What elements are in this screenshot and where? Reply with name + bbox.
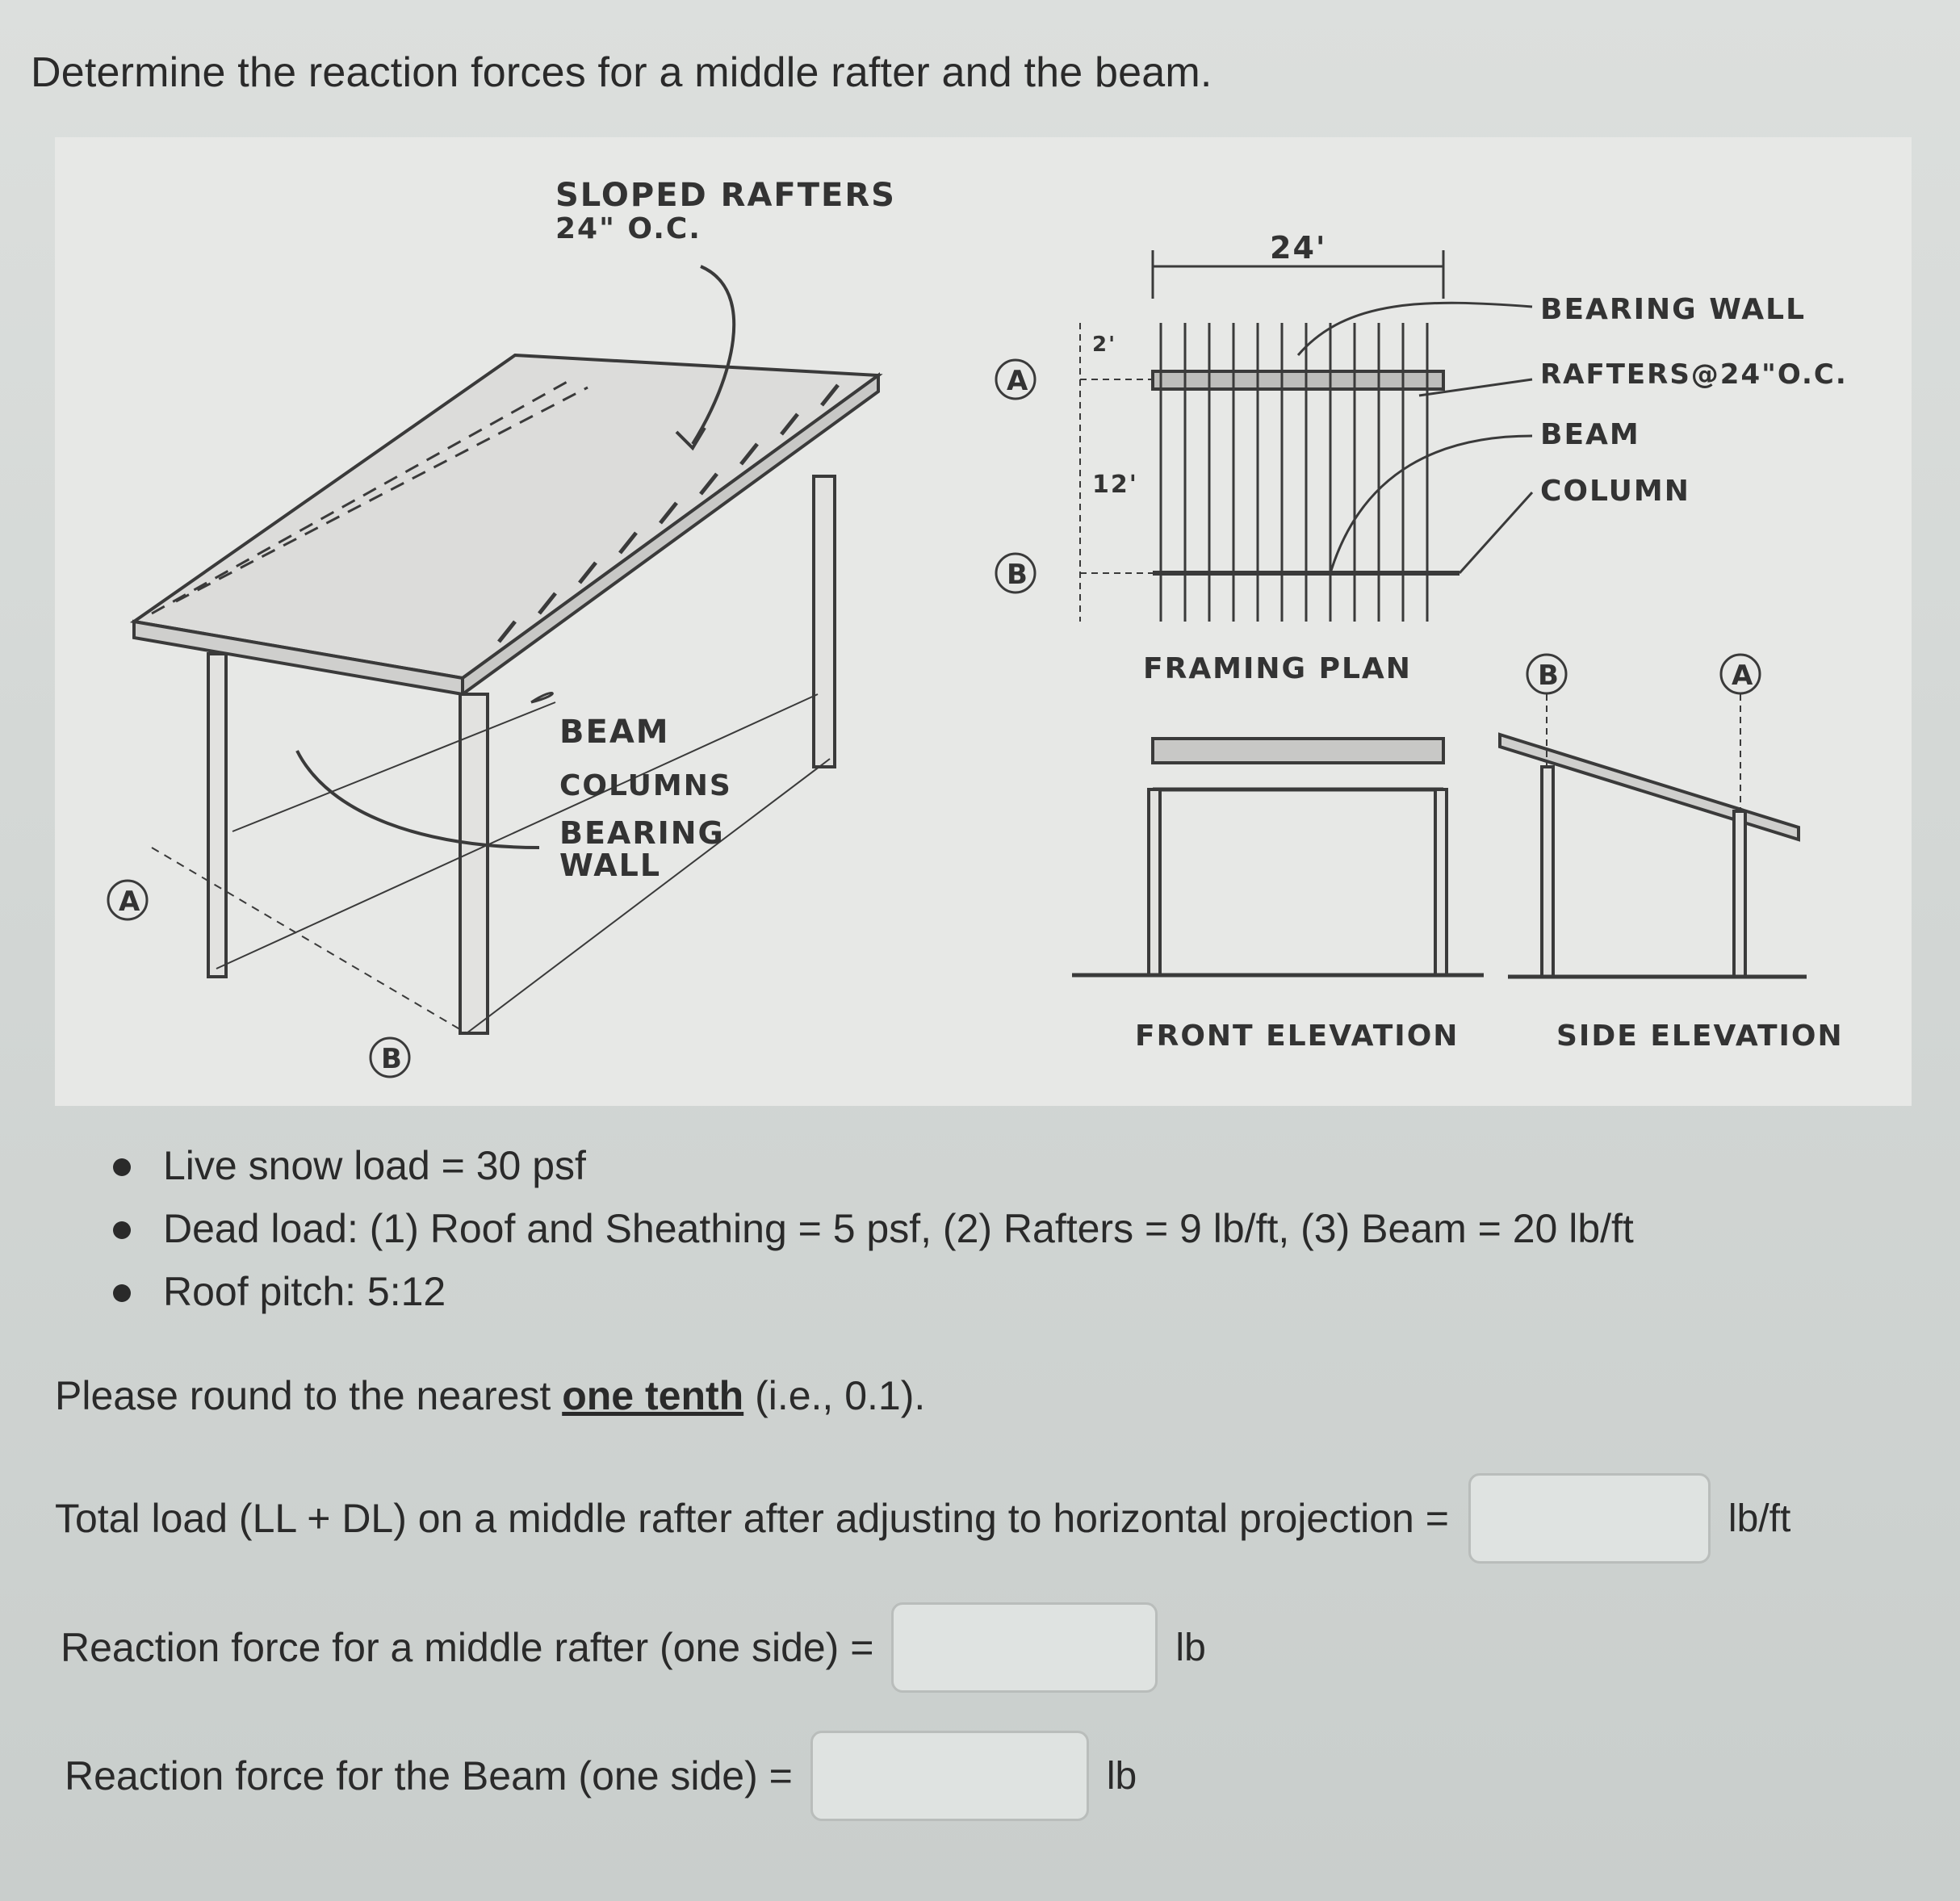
plan-span-label: 12' <box>1092 471 1138 499</box>
bullet-icon <box>113 1284 131 1302</box>
front-column <box>460 694 488 1033</box>
sloped-rafters-label: SLOPED RAFTERS <box>555 177 896 214</box>
answer-label: Total load (LL + DL) on a middle rafter after adjusting to horizontal projection = <box>55 1496 1449 1541</box>
rafter-spacing-label: 24" O.C. <box>555 212 701 245</box>
answer-label: Reaction force for a middle rafter (one side) = <box>61 1625 874 1670</box>
grid-b-side: B <box>1538 659 1560 692</box>
structural-sketch <box>55 137 1912 1106</box>
bearing-wall-plan <box>1153 371 1443 389</box>
plan-overhang-label: 2' <box>1092 333 1117 357</box>
list-item: Roof pitch: 5:12 <box>113 1260 1634 1323</box>
grid-a-iso: A <box>119 886 142 918</box>
framing-plan-title: FRAMING PLAN <box>1143 652 1412 685</box>
front-elevation-title: FRONT ELEVATION <box>1135 1020 1460 1053</box>
bearing-wall-label: BEARING WALL <box>1540 293 1807 326</box>
plan-width-label: 24' <box>1270 230 1327 266</box>
bullet-icon <box>113 1158 131 1176</box>
list-item: Live snow load = 30 psf <box>113 1134 1634 1197</box>
unit-label: lb <box>1106 1754 1137 1798</box>
wall-column <box>208 654 226 977</box>
beam-reaction-input[interactable] <box>810 1731 1089 1821</box>
rafter-reaction-input[interactable] <box>891 1602 1158 1693</box>
grid-b-iso: B <box>381 1043 404 1075</box>
side-elevation-title: SIDE ELEVATION <box>1556 1020 1844 1053</box>
question-title: Determine the reaction forces for a middle rafter and the beam. <box>31 49 1212 96</box>
beam-label: BEAM <box>559 714 670 751</box>
back-column <box>814 476 835 767</box>
answer-row-total-load <box>55 1473 1790 1564</box>
list-item: Dead load: (1) Roof and Sheathing = 5 psf, (2) Rafters = 9 lb/ft, (3) Beam = 20 lb/ft <box>113 1197 1634 1260</box>
grid-a-side: A <box>1732 659 1755 692</box>
unit-label: lb <box>1175 1626 1206 1669</box>
answer-row-rafter-reaction <box>61 1602 1206 1693</box>
structural-figure <box>55 137 1912 1106</box>
bearing-label: BEARING <box>559 815 725 851</box>
front-elev-rafters <box>1153 739 1443 763</box>
wall-label: WALL <box>559 848 662 883</box>
rafters-spacing-label: RAFTERS@24"O.C. <box>1540 358 1848 391</box>
answer-label: Reaction force for the Beam (one side) = <box>65 1753 793 1798</box>
plan-beam-label: BEAM <box>1540 418 1640 451</box>
grid-b-plan: B <box>1007 559 1029 591</box>
unit-label: lb/ft <box>1728 1497 1791 1540</box>
column-label: COLUMN <box>1540 475 1690 508</box>
rounding-instruction: Please round to the nearest one tenth (i.e., 0.1). <box>55 1373 926 1418</box>
answer-row-beam-reaction <box>65 1731 1137 1821</box>
total-load-input[interactable] <box>1468 1473 1711 1564</box>
grid-a-plan: A <box>1007 365 1030 397</box>
bullet-icon <box>113 1221 131 1239</box>
load-list <box>113 1134 1634 1323</box>
columns-label: COLUMNS <box>559 769 732 802</box>
